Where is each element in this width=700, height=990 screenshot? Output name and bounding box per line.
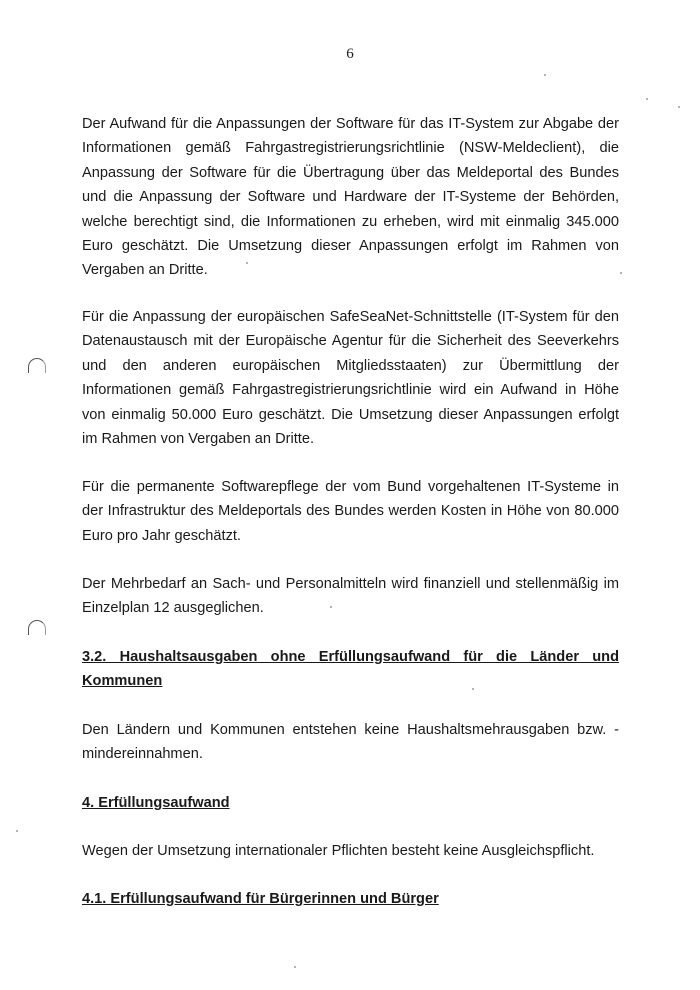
page-number: 6 xyxy=(346,46,354,62)
heading-section-3-2: 3.2. Haushaltsausgaben ohne Erfüllungsaufwand für die Länder und Kommunen xyxy=(82,649,619,690)
scan-speck xyxy=(544,74,546,76)
scan-speck xyxy=(620,272,622,274)
paragraph-software-costs: Der Aufwand für die Anpassungen der Software für das IT-System zur Abgabe der Informationen gemäß Fahrgastregistrierungsrichtlinie (NSW-Meldeclient), die Anpassung der Software für die Übertragung über das Meldeportal des Bundes und die Anpassung der Software und Hardware der IT-Systeme der Behörden, welche berechtigt sind, die Informationen zu erheben, wird mit einmalig 345.000 Euro geschätzt. Die Umsetzung dieser Anpassungen erfolgt im Rahmen von Vergaben an Dritte. xyxy=(82,116,619,279)
scan-speck xyxy=(246,262,248,264)
scan-speck xyxy=(294,966,296,968)
scan-speck xyxy=(678,106,680,108)
scan-speck xyxy=(330,606,332,608)
paragraph-additional-requirements: Der Mehrbedarf an Sach- und Personalmitteln wird finanziell und stellenmäßig im Einzelplan 12 ausgeglichen. xyxy=(82,576,619,617)
scan-speck xyxy=(472,688,474,690)
heading-section-4-1: 4.1. Erfüllungsaufwand für Bürgerinnen und Bürger xyxy=(82,891,439,907)
paragraph-maintenance-costs: Für die permanente Softwarepflege der vom Bund vorgehaltenen IT-Systeme in der Infrastruktur des Meldeportals des Bundes werden Kosten in Höhe von 80.000 Euro pro Jahr geschätzt. xyxy=(82,479,619,544)
punch-hole-upper xyxy=(28,358,46,373)
heading-section-4: 4. Erfüllungsaufwand xyxy=(82,795,230,811)
scan-speck xyxy=(646,98,648,100)
paragraph-section-4: Wegen der Umsetzung internationaler Pflichten besteht keine Ausgleichspflicht. xyxy=(82,843,595,859)
paragraph-section-3-2: Den Ländern und Kommunen entstehen keine Haushaltsmehrausgaben bzw. -mindereinnahmen. xyxy=(82,722,619,763)
paragraph-safeseanet-costs: Für die Anpassung der europäischen SafeSeaNet-Schnittstelle (IT-System für den Datenaustausch mit der Europäische Agentur für die Sicherheit des Seeverkehrs und den anderen europäischen Mitgliedsstaaten) zur Übermittlung der Informationen gemäß Fahrgastregistrierungsrichtlinie wird ein Aufwand in Höhe von einmalig 50.000 Euro geschätzt. Die Umsetzung dieser Anpassungen erfolgt im Rahmen von Vergaben an Dritte. xyxy=(82,309,619,448)
scan-speck xyxy=(16,830,18,832)
punch-hole-lower xyxy=(28,620,46,635)
